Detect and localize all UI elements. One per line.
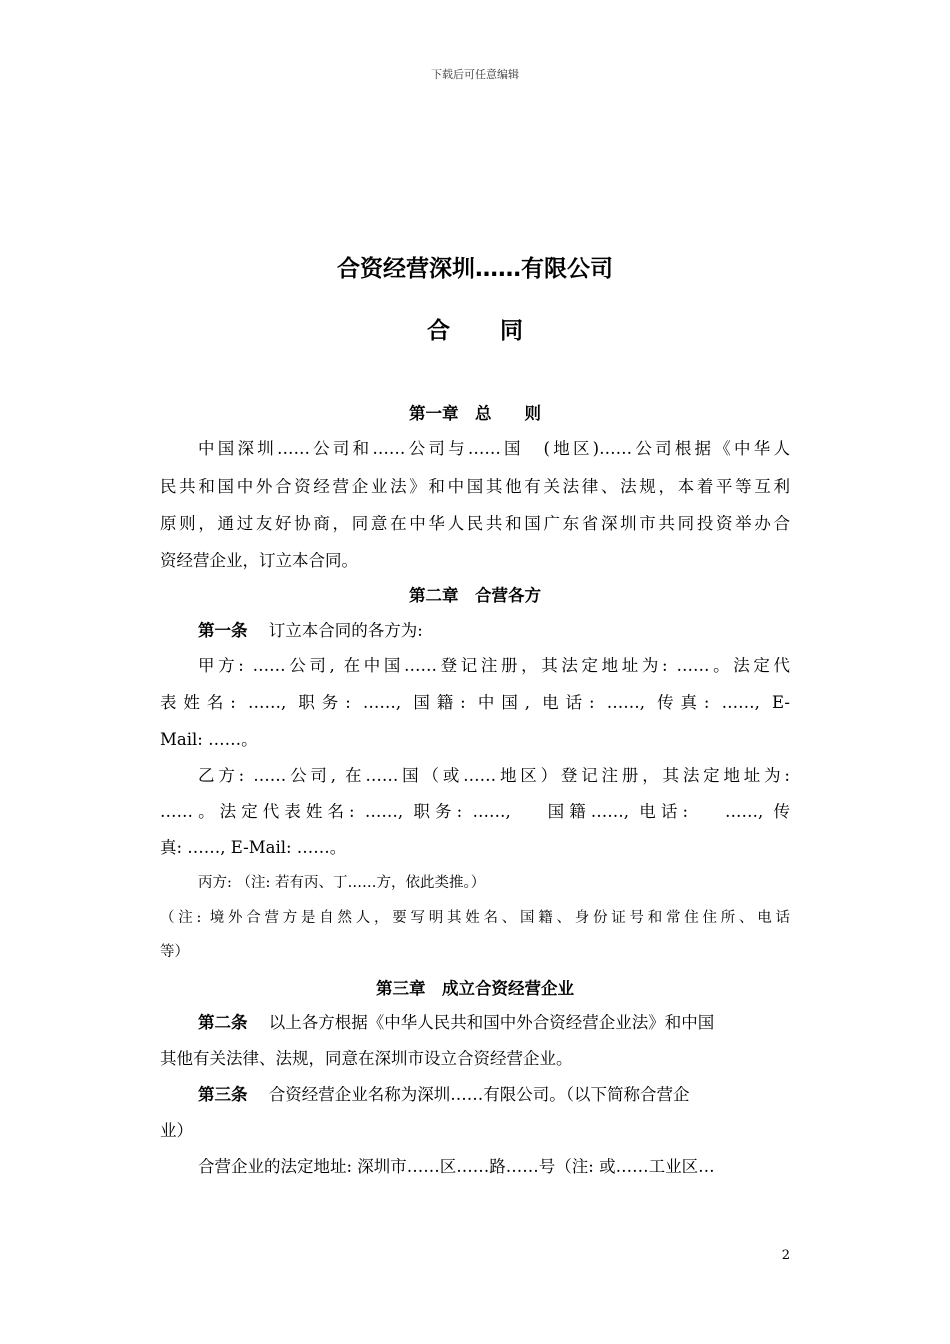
ch1-line-2: 民共和国中外合资经营企业法》和中国其他有关法律、法规，本着平等互利 bbox=[160, 477, 790, 496]
party-b-line-1: 乙方: ……公司, 在……国（或……地区）登记注册，其法定地址为: bbox=[198, 766, 790, 785]
page-number: 2 bbox=[781, 1248, 790, 1263]
article-2-label: 第二条 bbox=[198, 1013, 248, 1032]
article-3-text: 合资经营企业名称为深圳……有限公司。（以下简称合营企 bbox=[268, 1085, 690, 1104]
party-b-line-3: 真: ……, E-Mail: ……。 bbox=[160, 838, 347, 857]
article-1-text: 订立本合同的各方为: bbox=[268, 621, 423, 640]
ch1-line-1: 中国深圳……公司和……公司与……国 (地区)……公司根据《中华人 bbox=[198, 439, 790, 458]
article-3-label: 第三条 bbox=[198, 1085, 248, 1104]
contract-subtitle: 合同 bbox=[427, 318, 573, 344]
page-header: 下载后可任意编辑 bbox=[431, 68, 519, 81]
party-a-line-1: 甲方: ……公司, 在中国……登记注册，其法定地址为: ……。法定代 bbox=[198, 656, 790, 675]
article-2-text: 以上各方根据《中华人民共和国中外合资经营企业法》和中国 bbox=[268, 1013, 715, 1032]
note-line-1: （注: 境外合营方是自然人，要写明其姓名、国籍、身份证号和常住住所、电话 bbox=[160, 910, 790, 926]
party-c-line: 丙方: （注: 若有丙、丁……方，依此类推。） bbox=[198, 875, 486, 891]
chapter-3-heading: 第三章 成立合资经营企业 bbox=[376, 979, 574, 998]
party-a-line-2: 表姓名: ……, 职务: ……, 国籍: 中国, 电话: ……, 传真: ……, E- bbox=[160, 693, 790, 712]
ch1-line-4: 资经营企业，订立本合同。 bbox=[160, 551, 358, 570]
legal-address-line: 合营企业的法定地址: 深圳市……区……路……号（注: 或……工业区… bbox=[198, 1157, 715, 1176]
article-2-line-2: 其他有关法律、法规，同意在深圳市设立合资经营企业。 bbox=[160, 1049, 573, 1068]
contract-title: 合资经营深圳……有限公司 bbox=[337, 256, 613, 282]
article-3 bbox=[198, 1081, 790, 1105]
article-1-label: 第一条 bbox=[198, 621, 248, 640]
party-a-line-3: Mail: ……。 bbox=[160, 730, 258, 749]
party-b-line-2: ……。法定代表姓名: ……, 职务: ……, 国籍……, 电话: ……, 传 bbox=[160, 802, 790, 821]
article-2 bbox=[198, 1009, 790, 1033]
article-1 bbox=[198, 617, 790, 641]
ch1-line-3: 原则，通过友好协商，同意在中华人民共和国广东省深圳市共同投资举办合 bbox=[160, 514, 790, 533]
note-line-2: 等） bbox=[160, 944, 189, 960]
article-3-line-2: 业） bbox=[160, 1121, 193, 1140]
chapter-1-heading: 第一章 总 则 bbox=[409, 404, 541, 423]
chapter-2-heading: 第二章 合营各方 bbox=[409, 586, 541, 605]
